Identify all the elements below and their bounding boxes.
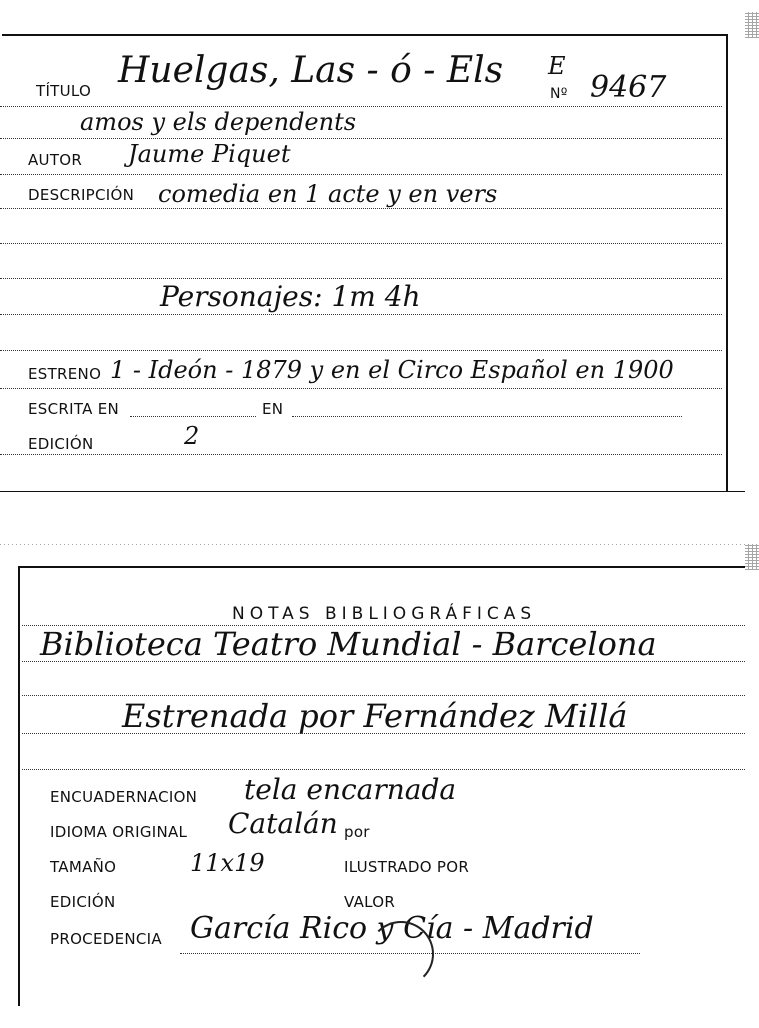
rule-line bbox=[22, 661, 745, 662]
catalog-card-front bbox=[0, 8, 745, 492]
procedencia-label: PROCEDENCIA bbox=[50, 930, 162, 948]
por-label: por bbox=[344, 823, 370, 841]
edicion-label: EDICIÓN bbox=[28, 435, 94, 453]
rule-line bbox=[292, 416, 682, 417]
personajes-value: Personajes: 1m 4h bbox=[160, 280, 421, 313]
procedencia-value: García Rico y Cía - Madrid bbox=[190, 911, 594, 946]
ilustrado-label: ILUSTRADO POR bbox=[344, 858, 470, 876]
card-top-border bbox=[18, 566, 745, 568]
punch-hole-mark bbox=[368, 921, 434, 987]
catalog-card-back bbox=[0, 545, 745, 1015]
rule-line bbox=[130, 416, 256, 417]
rule-line bbox=[0, 454, 722, 455]
note-line-1: Biblioteca Teatro Mundial - Barcelona bbox=[40, 625, 657, 663]
tamano-label: TAMAÑO bbox=[50, 858, 117, 876]
num-value: 9467 bbox=[590, 70, 667, 105]
en-label: EN bbox=[262, 400, 284, 418]
rule-line bbox=[0, 350, 722, 351]
edicion-label: EDICIÓN bbox=[50, 893, 116, 911]
rule-line bbox=[22, 733, 745, 734]
autor-value: Jaume Piquet bbox=[128, 140, 291, 168]
rule-line bbox=[22, 769, 745, 770]
estreno-label: ESTRENO bbox=[28, 365, 102, 383]
titulo-label: TÍTULO bbox=[36, 82, 92, 100]
rule-line bbox=[0, 314, 722, 315]
idioma-value: Catalán bbox=[228, 807, 338, 840]
rule-line bbox=[0, 243, 722, 244]
num-label: Nº bbox=[550, 86, 568, 102]
rule-line bbox=[0, 138, 722, 139]
encuadernacion-value: tela encarnada bbox=[244, 773, 457, 806]
rule-line bbox=[0, 174, 722, 175]
edicion-value: 2 bbox=[184, 422, 200, 450]
rule-line bbox=[22, 695, 745, 696]
autor-label: AUTOR bbox=[28, 151, 83, 169]
note-line-2: Estrenada por Fernández Millá bbox=[122, 697, 628, 735]
valor-label: VALOR bbox=[344, 893, 396, 911]
rule-line bbox=[0, 106, 722, 107]
notas-heading: NOTAS BIBLIOGRÁFICAS bbox=[232, 604, 537, 624]
card-top-border bbox=[2, 34, 728, 36]
tamano-value: 11x19 bbox=[190, 849, 265, 877]
rule-line bbox=[0, 278, 722, 279]
card-left-border bbox=[18, 566, 20, 1006]
titulo-line2-value: amos y els dependents bbox=[80, 108, 357, 136]
card-bottom-edge bbox=[0, 491, 745, 492]
encuadernacion-label: ENCUADERNACION bbox=[50, 788, 198, 806]
descripcion-label: DESCRIPCIÓN bbox=[28, 186, 135, 204]
descripcion-value: comedia en 1 acte y en vers bbox=[158, 180, 498, 208]
num-prefix-value: E bbox=[548, 52, 566, 80]
rule-line bbox=[0, 388, 722, 389]
estreno-value: 1 - Ideón - 1879 y en el Circo Español en 1900 bbox=[110, 356, 674, 384]
card-right-border bbox=[726, 34, 728, 492]
rule-line bbox=[0, 208, 722, 209]
titulo-value: Huelgas, Las - ó - Els bbox=[118, 50, 504, 91]
idioma-label: IDIOMA ORIGINAL bbox=[50, 823, 188, 841]
escrita-en-label: ESCRITA EN bbox=[28, 400, 120, 418]
